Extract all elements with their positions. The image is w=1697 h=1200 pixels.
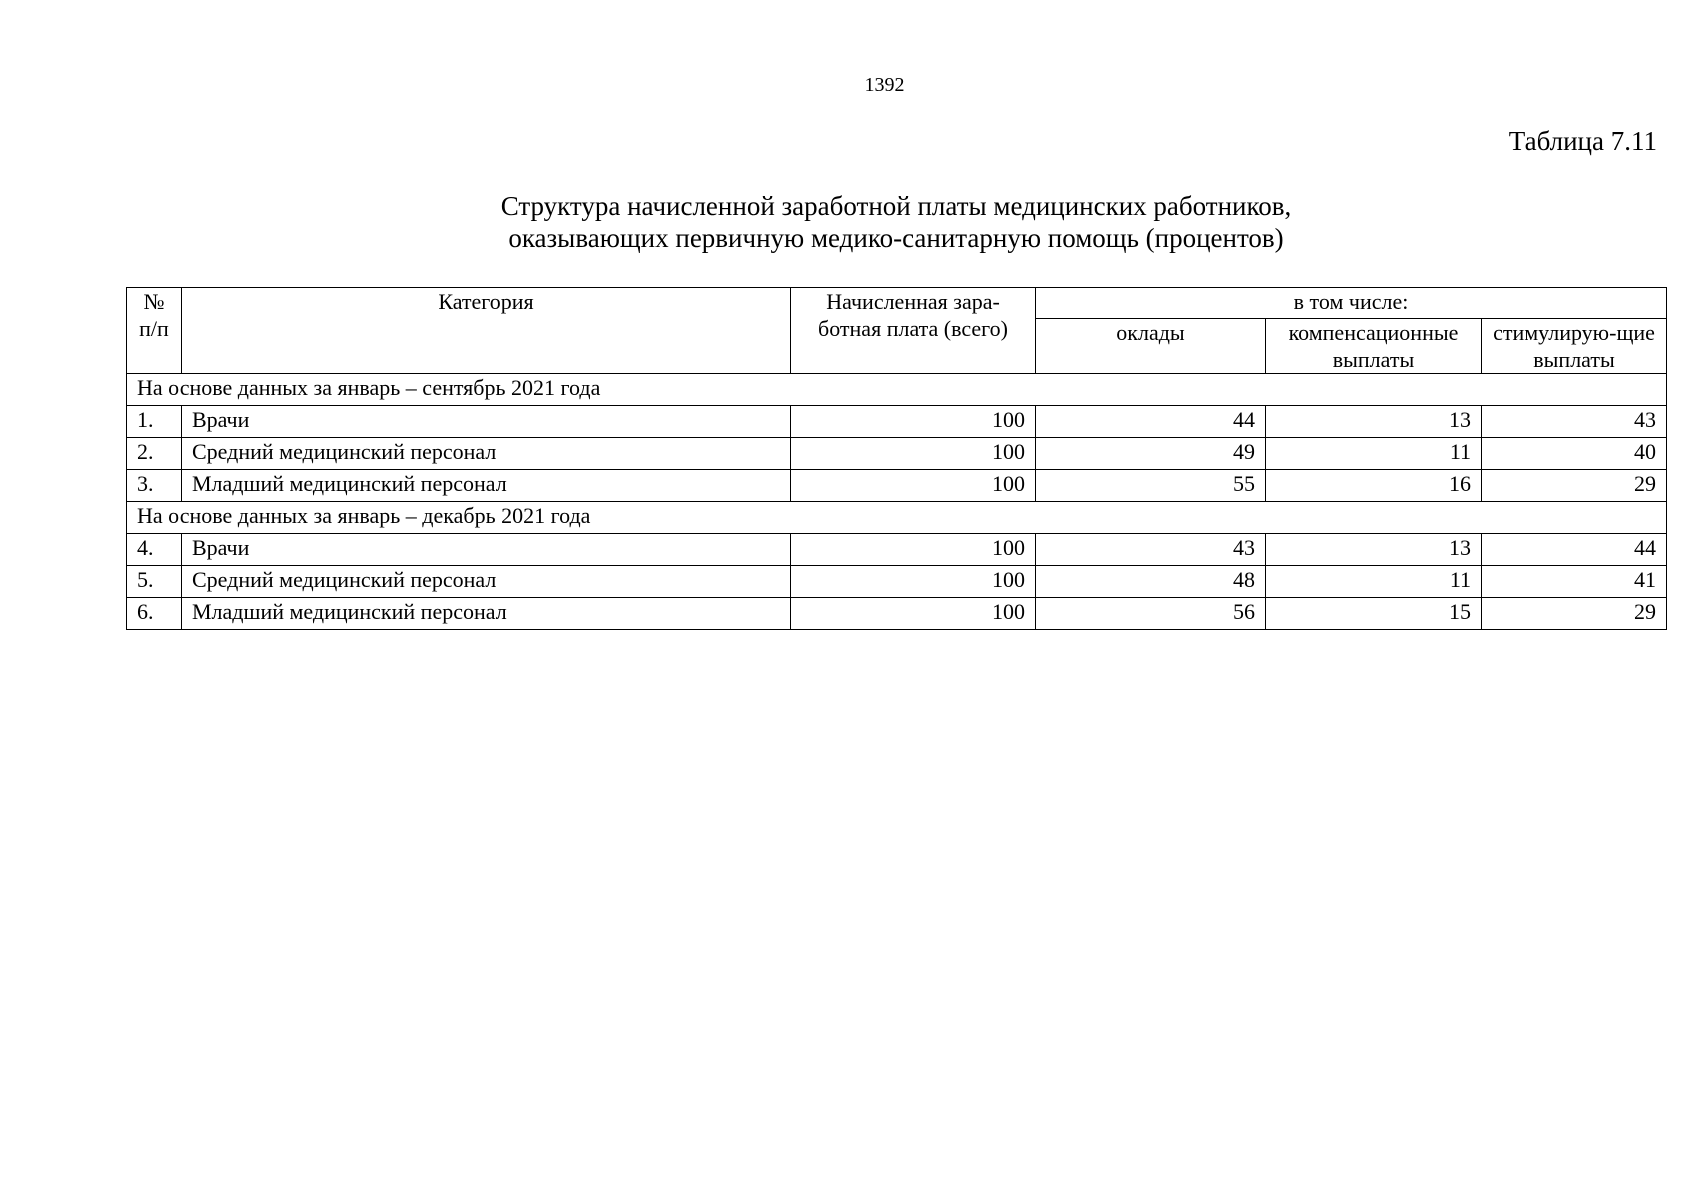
title-line-1: Структура начисленной заработной платы медицинских работников,	[500, 191, 1292, 221]
row-compensation: 11	[1266, 566, 1482, 598]
page-number: 1392	[864, 74, 905, 96]
row-category: Средний медицинский персонал	[182, 438, 791, 470]
row-number: 1.	[127, 406, 182, 438]
row-total: 100	[791, 598, 1036, 630]
row-incentive: 41	[1482, 566, 1667, 598]
table-row	[127, 470, 1667, 502]
header-incentive: стимулирую-щие выплаты	[1482, 319, 1667, 374]
table-row	[127, 406, 1667, 438]
row-compensation: 11	[1266, 438, 1482, 470]
header-category: Категория	[182, 288, 791, 374]
row-category: Младший медицинский персонал	[182, 598, 791, 630]
row-incentive: 29	[1482, 598, 1667, 630]
row-incentive: 40	[1482, 438, 1667, 470]
title-line-2: оказывающих первичную медико-санитарную помощь (процентов)	[508, 223, 1284, 253]
section-label: На основе данных за январь – сентябрь 2021 года	[127, 374, 1667, 406]
row-salaries: 55	[1036, 470, 1266, 502]
row-category: Врачи	[182, 406, 791, 438]
row-salaries: 48	[1036, 566, 1266, 598]
row-incentive: 29	[1482, 470, 1667, 502]
table-row	[127, 534, 1667, 566]
table-row	[127, 566, 1667, 598]
row-category: Врачи	[182, 534, 791, 566]
header-total-salary: Начисленная зара-ботная плата (всего)	[791, 288, 1036, 374]
table-row	[127, 598, 1667, 630]
row-salaries: 44	[1036, 406, 1266, 438]
header-salaries: оклады	[1036, 319, 1266, 374]
row-compensation: 13	[1266, 534, 1482, 566]
row-number: 3.	[127, 470, 182, 502]
row-total: 100	[791, 406, 1036, 438]
row-incentive: 43	[1482, 406, 1667, 438]
row-total: 100	[791, 438, 1036, 470]
document-title	[126, 190, 1666, 254]
row-number: 2.	[127, 438, 182, 470]
row-salaries: 43	[1036, 534, 1266, 566]
section-label: На основе данных за январь – декабрь 2021 года	[127, 502, 1667, 534]
row-total: 100	[791, 566, 1036, 598]
row-compensation: 16	[1266, 470, 1482, 502]
row-compensation: 13	[1266, 406, 1482, 438]
salary-structure-table	[126, 287, 1667, 630]
row-category: Младший медицинский персонал	[182, 470, 791, 502]
row-incentive: 44	[1482, 534, 1667, 566]
row-number: 4.	[127, 534, 182, 566]
row-number: 6.	[127, 598, 182, 630]
row-salaries: 49	[1036, 438, 1266, 470]
row-total: 100	[791, 534, 1036, 566]
row-total: 100	[791, 470, 1036, 502]
row-category: Средний медицинский персонал	[182, 566, 791, 598]
header-compensation: компенсационные выплаты	[1266, 319, 1482, 374]
row-number: 5.	[127, 566, 182, 598]
header-including: в том числе:	[1036, 288, 1667, 319]
header-number: № п/п	[127, 288, 182, 374]
row-compensation: 15	[1266, 598, 1482, 630]
table-label: Таблица 7.11	[1508, 126, 1657, 156]
row-salaries: 56	[1036, 598, 1266, 630]
table-row	[127, 438, 1667, 470]
